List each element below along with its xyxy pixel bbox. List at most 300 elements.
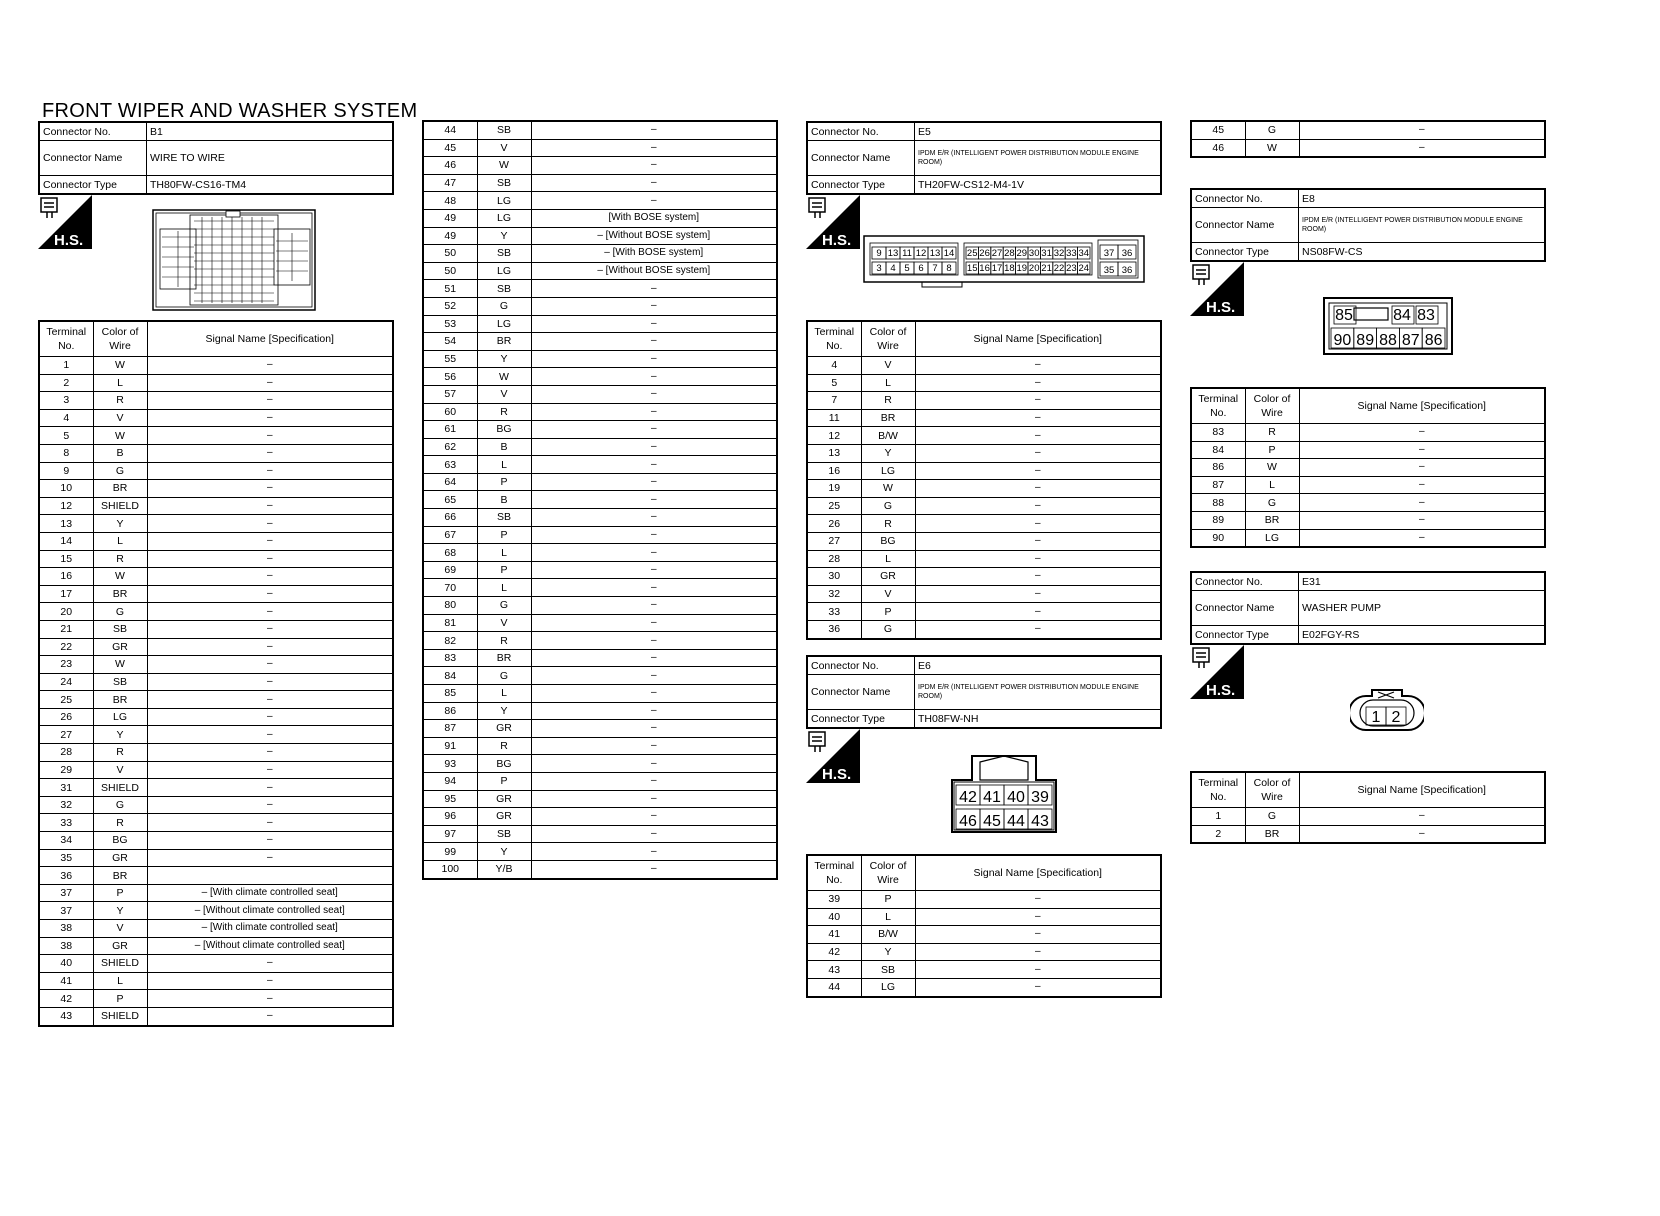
table-row [807,444,1161,462]
wire-color: BG [477,421,531,439]
table-row [423,121,777,139]
header-color: Color of Wire [1245,772,1299,808]
wire-color: P [861,603,915,621]
terminal-no: 26 [39,708,93,726]
pin-number: 85 [1335,307,1353,324]
table-row [423,737,777,755]
signal-name: – [147,832,393,850]
signal-name [147,867,393,885]
e31-terminal-table [1190,771,1546,844]
hs-icon [1190,262,1244,316]
terminal-no: 94 [423,772,477,790]
table-row [1191,121,1545,139]
signal-name: – [147,444,393,462]
terminal-no: 54 [423,333,477,351]
wire-color: GR [861,568,915,586]
wire-color: Y [93,726,147,744]
wire-color: L [861,550,915,568]
pin-number: 90 [1333,332,1352,349]
signal-name: – [147,779,393,797]
connector-e5-info [806,121,1162,195]
signal-name: – [147,990,393,1008]
signal-name: – [147,708,393,726]
wire-color: G [93,462,147,480]
terminal-no: 64 [423,473,477,491]
table-row [423,772,777,790]
table-row [39,620,393,638]
pin-number: 31 [1041,248,1052,259]
terminal-no: 86 [423,702,477,720]
wire-color: SHIELD [93,497,147,515]
wire-color: G [477,597,531,615]
wire-color: P [477,473,531,491]
signal-name: – [147,814,393,832]
signal-name: – [531,403,777,421]
table-row [39,955,393,973]
terminal-no: 46 [1191,139,1245,157]
connector-no-value: E8 [1299,189,1546,208]
pin-number: 42 [959,789,977,806]
signal-name: – [915,409,1161,427]
wire-color: V [861,585,915,603]
wire-color: BR [93,691,147,709]
pin-number: 40 [1007,789,1025,806]
signal-name: – [531,561,777,579]
signal-name: – [1299,424,1545,442]
header-signal: Signal Name [Specification] [915,855,1161,891]
table-row [807,357,1161,375]
signal-name: – [915,603,1161,621]
label-connector-type: Connector Type [1191,243,1299,262]
table-row [423,526,777,544]
signal-name: – [915,926,1161,944]
terminal-no: 60 [423,403,477,421]
terminal-no: 25 [39,691,93,709]
wire-color: SB [93,673,147,691]
signal-name: – [531,438,777,456]
wire-color: SHIELD [93,1007,147,1025]
wire-color: V [93,761,147,779]
terminal-no: 50 [423,262,477,280]
table-row [39,867,393,885]
terminal-no: 3 [39,392,93,410]
table-row [1191,494,1545,512]
signal-name: – [531,280,777,298]
wire-color: L [477,685,531,703]
signal-name: – [531,333,777,351]
wire-color: B [93,444,147,462]
wire-color: B [477,491,531,509]
signal-name: – [531,632,777,650]
wire-color: G [861,620,915,638]
pin-number: 17 [991,263,1003,274]
table-row [1191,529,1545,547]
table-row [423,209,777,227]
signal-name: – [Without climate controlled seat] [147,937,393,955]
terminal-no: 27 [807,532,861,550]
terminal-no: 27 [39,726,93,744]
header-color: Color of Wire [861,321,915,357]
terminal-no: 2 [39,374,93,392]
terminal-no: 42 [807,943,861,961]
table-row [423,421,777,439]
signal-name: – [1299,459,1545,477]
connector-e31-info [1190,571,1546,645]
wire-color: G [93,603,147,621]
wire-color: BR [477,649,531,667]
signal-name: – [915,374,1161,392]
table-row [39,497,393,515]
svg-text:H.S.: H.S. [822,232,852,249]
wire-color: B/W [861,427,915,445]
pin-number: 4 [890,263,896,274]
signal-name: – [147,673,393,691]
label-connector-type: Connector Type [807,176,915,195]
label-connector-type: Connector Type [807,710,915,729]
wire-color: SB [477,245,531,263]
label-connector-type: Connector Type [1191,626,1299,645]
wire-color: P [93,884,147,902]
signal-name: – [915,444,1161,462]
signal-name: – [915,961,1161,979]
signal-name: – [147,726,393,744]
terminal-no: 42 [39,990,93,1008]
wire-color: R [93,814,147,832]
table-row [39,902,393,920]
signal-name: – [147,427,393,445]
label-connector-no: Connector No. [1191,189,1299,208]
e31-connector-diagram [1350,686,1424,734]
signal-name: – [1299,494,1545,512]
pin-number: 1 [1371,709,1381,726]
terminal-no: 12 [807,427,861,445]
signal-name: – [531,825,777,843]
wire-color: R [477,632,531,650]
terminal-no: 70 [423,579,477,597]
table-row [39,814,393,832]
pin-number: 86 [1424,332,1443,349]
terminal-no: 68 [423,544,477,562]
terminal-no: 86 [1191,459,1245,477]
wire-color: R [477,403,531,421]
wire-color: R [93,744,147,762]
signal-name: – [147,550,393,568]
signal-name: – [915,978,1161,996]
wire-color: G [1245,808,1299,826]
pin-number: 46 [959,813,977,830]
header-terminal: Terminal No. [807,321,861,357]
wire-color: R [861,515,915,533]
wire-color: L [477,544,531,562]
wire-color: BR [861,409,915,427]
signal-name: – [531,473,777,491]
wire-color: GR [477,808,531,826]
wire-color: P [1245,441,1299,459]
wire-color: LG [477,209,531,227]
wire-color: V [477,139,531,157]
table-row [39,849,393,867]
header-terminal: Terminal No. [1191,772,1245,808]
wire-color: BR [93,867,147,885]
terminal-no: 16 [39,568,93,586]
terminal-no: 83 [423,649,477,667]
terminal-no: 43 [39,1007,93,1025]
wire-color: V [93,920,147,938]
terminal-no: 87 [423,720,477,738]
signal-name: – [531,597,777,615]
wire-color: BG [861,532,915,550]
terminal-no: 37 [39,884,93,902]
table-row [423,280,777,298]
wire-color: L [93,374,147,392]
signal-name: – [531,544,777,562]
signal-name: – [915,392,1161,410]
terminal-no: 49 [423,227,477,245]
terminal-no: 46 [423,157,477,175]
table-row [423,157,777,175]
signal-name: – [915,357,1161,375]
wire-color: R [477,737,531,755]
signal-name: – [147,480,393,498]
signal-name: – [915,497,1161,515]
terminal-no: 57 [423,385,477,403]
wire-color: R [1245,424,1299,442]
wire-color: G [861,497,915,515]
terminal-no: 1 [39,357,93,375]
terminal-no: 65 [423,491,477,509]
terminal-no: 44 [807,978,861,996]
wire-color: LG [477,192,531,210]
signal-name: – [147,955,393,973]
terminal-no: 29 [39,761,93,779]
table-row [423,227,777,245]
pin-number: 16 [979,263,990,274]
table-row [39,726,393,744]
terminal-no: 28 [807,550,861,568]
terminal-no: 24 [39,673,93,691]
signal-name: – [915,515,1161,533]
wire-color: Y [477,843,531,861]
table-row [1191,511,1545,529]
terminal-no: 48 [423,192,477,210]
label-connector-no: Connector No. [807,122,915,141]
pin-number: 89 [1356,332,1375,349]
terminal-no: 45 [1191,121,1245,139]
wire-color: BR [93,480,147,498]
table-row [423,192,777,210]
table-row [1191,424,1545,442]
signal-name: – [531,509,777,527]
label-connector-type: Connector Type [39,176,147,195]
wire-color: G [93,796,147,814]
wire-color: W [1245,139,1299,157]
terminal-no: 97 [423,825,477,843]
table-row [807,550,1161,568]
table-row [807,409,1161,427]
pin-number: 24 [1078,263,1090,274]
signal-name: – [531,667,777,685]
wire-color: P [477,772,531,790]
terminal-no: 44 [423,121,477,139]
signal-name: – [147,357,393,375]
connector-name-value: WIRE TO WIRE [147,141,394,176]
header-terminal: Terminal No. [39,321,93,357]
wire-color: W [93,568,147,586]
wire-color: R [861,392,915,410]
terminal-no: 88 [1191,494,1245,512]
connector-name-value: IPDM E/R (INTELLIGENT POWER DISTRIBUTION MODULE ENGINE ROOM) [915,675,1162,710]
signal-name: – [531,174,777,192]
signal-name: – [1299,121,1545,139]
terminal-no: 9 [39,462,93,480]
terminal-no: 95 [423,790,477,808]
terminal-no: 15 [39,550,93,568]
terminal-no: 26 [807,515,861,533]
wire-color: L [477,579,531,597]
pin-number: 30 [1028,248,1040,259]
wire-color: Y [477,350,531,368]
table-row [1191,139,1545,157]
wire-color: LG [861,978,915,996]
signal-name: – [531,121,777,139]
signal-name: – [147,744,393,762]
table-row [807,620,1161,638]
table-row [423,473,777,491]
table-row [39,656,393,674]
signal-name: – [147,620,393,638]
signal-name: – [915,585,1161,603]
table-row [39,744,393,762]
wire-color: Y [861,444,915,462]
table-row [807,943,1161,961]
signal-name: – [531,755,777,773]
table-row [807,568,1161,586]
table-row [423,649,777,667]
signal-name: – [147,392,393,410]
table-row [423,174,777,192]
terminal-no: 91 [423,737,477,755]
pin-number: 28 [1004,248,1015,259]
signal-name: – [1299,825,1545,843]
terminal-no: 32 [39,796,93,814]
header-color: Color of Wire [1245,388,1299,424]
wire-color: W [93,427,147,445]
table-row [39,673,393,691]
signal-name: – [531,579,777,597]
wire-color: Y [477,227,531,245]
pin-number: 36 [1121,248,1133,259]
signal-name: – [915,568,1161,586]
table-row [807,427,1161,445]
pin-number: 15 [966,263,978,274]
signal-name: – [531,421,777,439]
signal-name: – [147,796,393,814]
terminal-no: 7 [807,392,861,410]
wire-color: GR [93,638,147,656]
table-row [807,497,1161,515]
table-row [423,333,777,351]
terminal-no: 11 [807,409,861,427]
pin-number: 5 [904,263,910,274]
signal-name: – [147,638,393,656]
wire-color: SB [477,174,531,192]
terminal-no: 19 [807,480,861,498]
terminal-no: 36 [807,620,861,638]
wire-color: BR [1245,825,1299,843]
terminal-no: 96 [423,808,477,826]
signal-name: – [With climate controlled seat] [147,920,393,938]
table-row [423,825,777,843]
signal-name: – [531,157,777,175]
connector-type-value: E02FGY-RS [1299,626,1546,645]
signal-name: – [531,139,777,157]
signal-name: – [915,427,1161,445]
terminal-no: 66 [423,509,477,527]
pin-number: 3 [876,263,882,274]
signal-name: – [1299,808,1545,826]
terminal-no: 17 [39,585,93,603]
terminal-no: 34 [39,832,93,850]
terminal-no: 35 [39,849,93,867]
wire-color: W [861,480,915,498]
signal-name: – [147,603,393,621]
wire-color: SHIELD [93,779,147,797]
connector-name-value: IPDM E/R (INTELLIGENT POWER DISTRIBUTION MODULE ENGINE ROOM) [915,141,1162,176]
signal-name: – [147,374,393,392]
signal-name: – [915,908,1161,926]
table-row [39,638,393,656]
terminal-no: 69 [423,561,477,579]
terminal-no: 1 [1191,808,1245,826]
table-row [807,961,1161,979]
pin-number: 43 [1031,813,1049,830]
signal-name: – [915,550,1161,568]
table-row [39,708,393,726]
signal-name: – [531,843,777,861]
svg-text:H.S.: H.S. [1206,682,1236,699]
signal-name: – [Without BOSE system] [531,227,777,245]
wire-color: L [93,972,147,990]
table-row [807,585,1161,603]
terminal-no: 45 [423,139,477,157]
wire-color: BR [477,333,531,351]
label-connector-no: Connector No. [807,656,915,675]
table-row [423,385,777,403]
terminal-no: 16 [807,462,861,480]
label-connector-no: Connector No. [1191,572,1299,591]
table-row [423,315,777,333]
table-row [807,908,1161,926]
terminal-no: 43 [807,961,861,979]
signal-name: – [531,772,777,790]
terminal-no: 23 [39,656,93,674]
wire-color: GR [477,790,531,808]
table-row [39,550,393,568]
e8-terminal-table [1190,387,1546,548]
wire-color: B/W [861,926,915,944]
pin-number: 41 [983,789,1001,806]
table-row [39,691,393,709]
table-row [423,790,777,808]
table-row [423,561,777,579]
pin-number: 45 [983,813,1001,830]
connector-b1-info [38,121,394,195]
terminal-no: 5 [39,427,93,445]
terminal-no: 93 [423,755,477,773]
wire-color: B [477,438,531,456]
wire-color: GR [93,937,147,955]
pin-number: 37 [1103,248,1115,259]
